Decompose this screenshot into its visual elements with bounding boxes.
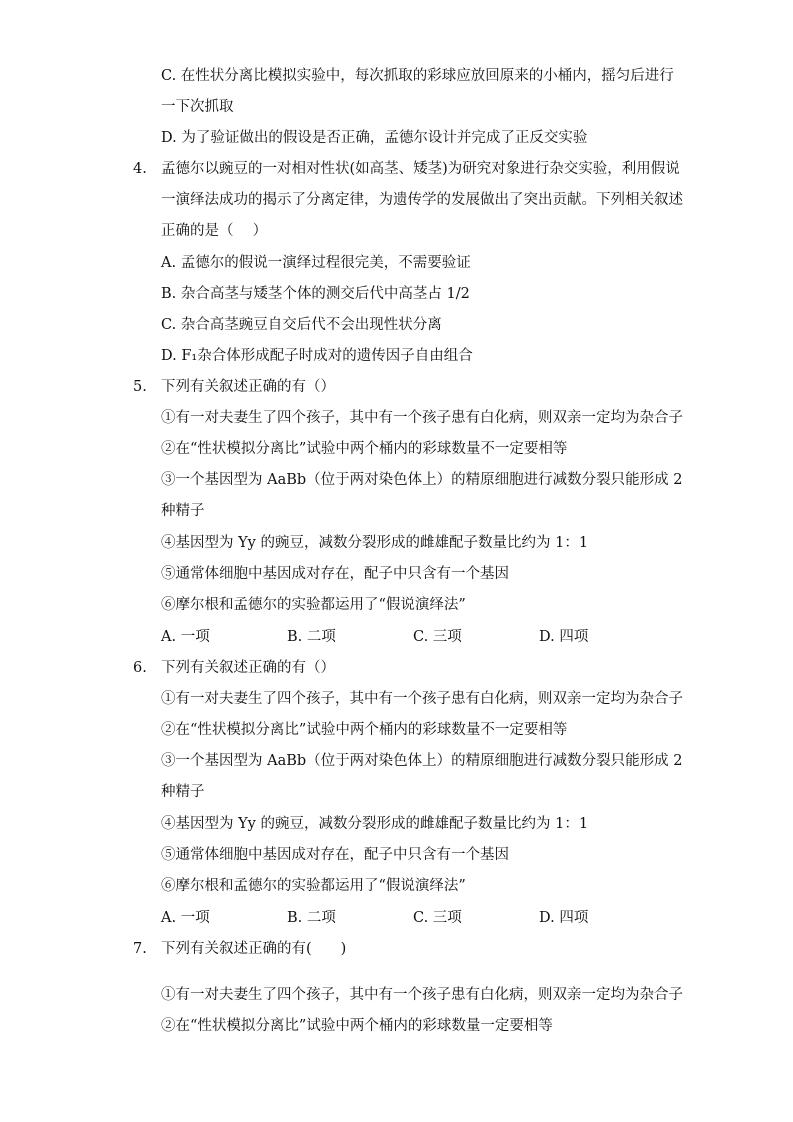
q3-option-d: D. 为了验证做出的假设是否正确，孟德尔设计并完成了正反交实验 xyxy=(161,130,588,146)
q5-choice-d: D. 四项 xyxy=(539,629,589,645)
q5-stem: 下列有关叙述正确的有（） xyxy=(161,379,335,395)
q4-stem-line1: 孟德尔以豌豆的一对相对性状(如高茎、矮茎)为研究对象进行杂交实验，利用假说 xyxy=(161,161,680,177)
q4-option-c: C. 杂合高茎豌豆自交后代不会出现性状分离 xyxy=(161,317,442,333)
q5-statement-5: ⑤通常体细胞中基因成对存在，配子中只含有一个基因 xyxy=(161,566,509,582)
q6-choice-a: A. 一项 xyxy=(161,910,210,926)
q4-number: 4. xyxy=(133,161,147,177)
q5-statement-3: ③一个基因型为 AaBb（位于两对染色体上）的精原细胞进行减数分裂只能形成 2 xyxy=(161,472,683,488)
q5-statement-3-cont: 种精子 xyxy=(161,503,205,519)
q6-statement-6: ⑥摩尔根和孟德尔的实验都运用了“假说演绎法” xyxy=(161,878,466,894)
q5-choice-c: C. 三项 xyxy=(413,629,462,645)
q6-number: 6. xyxy=(133,660,147,676)
q4-stem-line3: 正确的是（ ） xyxy=(161,223,268,239)
q3-option-c-cont: 一下次抓取 xyxy=(161,99,234,115)
q6-statement-2: ②在“性状模拟分离比”试验中两个桶内的彩球数量不一定要相等 xyxy=(161,722,568,738)
q7-number: 7. xyxy=(133,941,147,957)
q6-choice-c: C. 三项 xyxy=(413,910,462,926)
q4-option-a: A. 孟德尔的假说一演绎过程很完美，不需要验证 xyxy=(161,255,471,271)
q4-option-b: B. 杂合高茎与矮茎个体的测交后代中高茎占 1/2 xyxy=(161,286,470,302)
q5-statement-4: ④基因型为 Yy 的豌豆，减数分裂形成的雌雄配子数量比约为 1：1 xyxy=(161,535,589,551)
q5-statement-6: ⑥摩尔根和孟德尔的实验都运用了“假说演绎法” xyxy=(161,597,466,613)
q7-statement-2: ②在“性状模拟分离比”试验中两个桶内的彩球数量一定要相等 xyxy=(161,1018,553,1034)
q6-stem: 下列有关叙述正确的有（） xyxy=(161,660,335,676)
q6-statement-1: ①有一对夫妻生了四个孩子，其中有一个孩子患有白化病，则双亲一定均为杂合子 xyxy=(161,691,683,707)
q5-statement-1: ①有一对夫妻生了四个孩子，其中有一个孩子患有白化病，则双亲一定均为杂合子 xyxy=(161,410,683,426)
q6-statement-3-cont: 种精子 xyxy=(161,784,205,800)
q6-statement-3: ③一个基因型为 AaBb（位于两对染色体上）的精原细胞进行减数分裂只能形成 2 xyxy=(161,753,683,769)
q6-statement-4: ④基因型为 Yy 的豌豆，减数分裂形成的雌雄配子数量比约为 1：1 xyxy=(161,816,589,832)
q6-statement-5: ⑤通常体细胞中基因成对存在，配子中只含有一个基因 xyxy=(161,847,509,863)
q6-choice-b: B. 二项 xyxy=(287,910,336,926)
q6-choice-d: D. 四项 xyxy=(539,910,589,926)
q5-number: 5. xyxy=(133,379,147,395)
q7-statement-1: ①有一对夫妻生了四个孩子，其中有一个孩子患有白化病，则双亲一定均为杂合子 xyxy=(161,987,683,1003)
q5-choice-b: B. 二项 xyxy=(287,629,336,645)
q4-stem-line2: 一演绎法成功的揭示了分离定律，为遗传学的发展做出了突出贡献。下列相关叙述 xyxy=(161,192,683,208)
q7-stem: 下列有关叙述正确的有( ) xyxy=(161,941,347,957)
q5-statement-2: ②在“性状模拟分离比”试验中两个桶内的彩球数量不一定要相等 xyxy=(161,441,568,457)
q4-option-d: D. F₁杂合体形成配子时成对的遗传因子自由组合 xyxy=(161,348,473,364)
q5-choice-a: A. 一项 xyxy=(161,629,210,645)
q3-option-c: C. 在性状分离比模拟实验中，每次抓取的彩球应放回原来的小桶内，摇匀后进行 xyxy=(161,68,674,84)
